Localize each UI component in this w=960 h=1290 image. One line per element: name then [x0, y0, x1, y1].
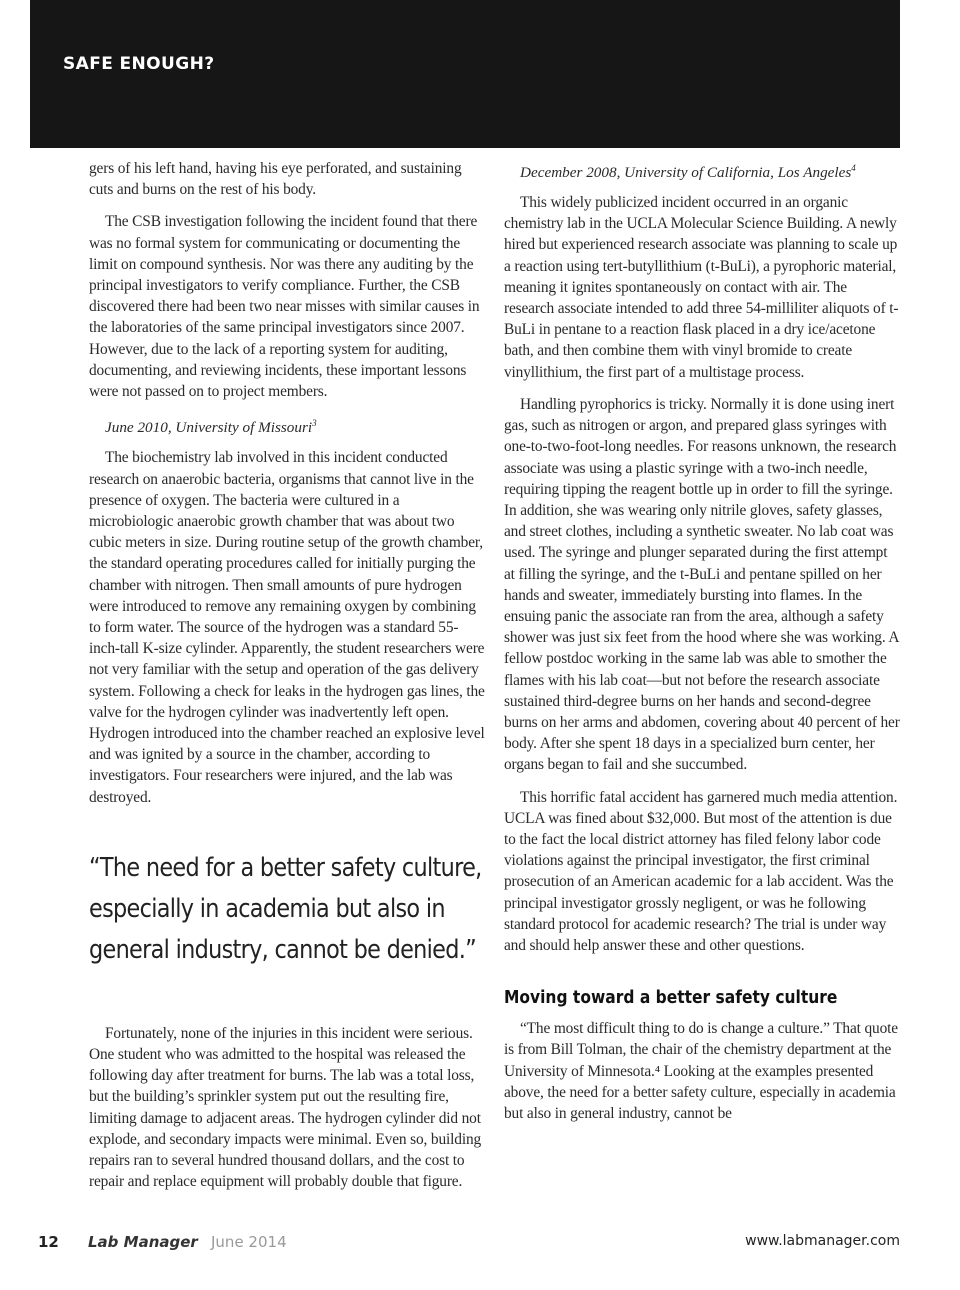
paragraph: gers of his left hand, having his eye perforated, and sustaining cuts and burns on the rest of his body.	[89, 160, 462, 199]
magazine-name: Lab Manager	[88, 1233, 198, 1251]
footnote-ref: 4	[851, 163, 856, 173]
paragraph: “The most difficult thing to do is change a culture.” That quote is from Bill Tolman, the chair of the chemistry department at the University of Minnesota.⁴ Looking at the examples presented above, the need for a better safety culture, especially in academia but also in general industry, cannot be	[504, 1020, 898, 1122]
dateline-text: June 2010, University of Missouri	[105, 419, 313, 437]
paragraph: The biochemistry lab involved in this incident conducted research on anaerobic bacteria, organisms that cannot live in the presence of oxygen. The bacteria were cultured in a microbiologic anaerobic growth chamber that was about two cubic meters in size. During routine setup of the growth chamber, the standard operating procedures called for initially purging the chamber with nitrogen. Then small amounts of pure hydrogen were introduced to remove any remaining oxygen by combining to form water. The source of the hydrogen was a standard 55- inch-tall K-size cylinder. Apparently, the student researchers were not very familiar with the setup and operation of the gas delivery system. Following a check for leaks in the hydrogen gas lines, the valve for the hydrogen cylinder was inadvertently left open. Hydrogen introduced into the chamber reached an explosive level and was ignited by a source in the chamber, according to investigators. Four researchers were injured, and the lab was destroyed.	[89, 449, 485, 806]
left-column	[89, 158, 485, 1203]
website-url: www.labmanager.com	[745, 1233, 900, 1249]
pull-quote: “The need for a better safety culture, especially in academia but also in general industry, cannot be denied.”	[89, 852, 482, 965]
header-band	[30, 0, 900, 148]
paragraph: Handling pyrophorics is tricky. Normally it is done using inert gas, such as nitrogen or argon, and prepared glass syringes with one-to-two-foot-long needles. For reasons unknown, the research associate was using a plastic syringe with a two-inch needle, requiring tipping the reagent bottle up in order to fill the syringe. In addition, she was wearing only nitrile gloves, safety glasses, and street clothes, including a synthetic sweater. No lab coat was used. The syringe and plunger separated during the first attempt at filling the syringe, and the t-BuLi and pentane spilled on her hands and sweater, immediately bursting into flames. In the ensuing panic the associate ran from the area, although a safety shower was just six feet from the hood where she was working. A fellow postdoc working in the same lab was able to smother the flames with his lab coat—but not before the research associate sustained third-degree burns on her hands and second-degree burns on her arms and abdomen, covering about 40 percent of her body. After she spent 18 days in a specialized burn center, her organs began to fail and she succumbed.	[504, 395, 900, 774]
dateline-text: December 2008, University of California, Los Angeles	[520, 164, 852, 182]
section-subheading: Moving toward a better safety culture	[504, 987, 838, 1009]
incident-dateline	[504, 158, 900, 183]
paragraph: Fortunately, none of the injuries in this incident were serious. One student who was admitted to the hospital was released the following day after treatment for burns. The lab was a total loss, but the building’s sprinkler system put out the resulting fire, limiting damage to adjacent areas. The hydrogen cylinder did not explode, and secondary impacts were minimal. Even so, building repairs ran to several hundred thousand dollars, and the cost to repair and replace equipment will probably double that figure.	[89, 1024, 482, 1191]
issue-date: June 2014	[211, 1233, 287, 1251]
paragraph: This horrific fatal accident has garnered much media attention. UCLA was fined about $32,000. But most of the attention is due to the fact the local district attorney has filed felony labor code violations against the principal investigator, the first criminal prosecution of an American academic for a lab accident. Was the principal investigator grossly negligent, or was he following standard protocol for academic research? The trial is under way and should help answer these and other questions.	[504, 788, 898, 954]
right-column	[504, 158, 900, 1135]
incident-dateline	[89, 413, 485, 438]
paragraph: This widely publicized incident occurred in an organic chemistry lab in the UCLA Molecular Science Building. A newly hired but experienced research associate was planning to scale up a reaction using tert-butyllithium (t-BuLi), a pyrophoric material, meaning it ignites spontaneously on contact with air. The research associate intended to add three 54-milliliter aliquots of t-BuLi in pentane to a reaction flask placed in a dry ice/acetone bath, and then combine them with vinyl bromide to create vinyllithium, the first part of a multistage process.	[504, 194, 899, 381]
page-footer	[38, 1233, 900, 1255]
paragraph: The CSB investigation following the incident found that there was no formal system for communicating or documenting the limit on compound synthesis. Nor was there any auditing by the principal investigators to verify compliance. Further, the CSB discovered there had been two near misses with similar causes in the laboratories of the same principal investigators since 2007. However, due to the lack of a reporting system for auditing, documenting, and reviewing incidents, these important lessons were not passed on to project members.	[89, 213, 480, 401]
footnote-ref: 3	[312, 418, 317, 429]
section-title: SAFE ENOUGH?	[63, 54, 215, 74]
page-number: 12	[38, 1233, 59, 1251]
